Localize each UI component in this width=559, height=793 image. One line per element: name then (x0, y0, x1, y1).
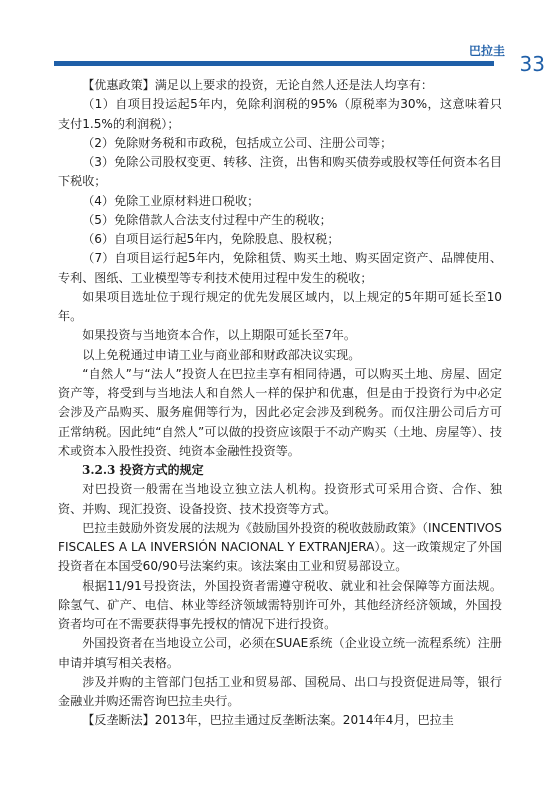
section-title: 3.2.3 投资方式的规定 (82, 463, 204, 477)
paragraph: （5）免除借款人合法支付过程中产生的税收； (82, 212, 332, 227)
paragraph: 【反垄断法】2013年，巴拉圭通过反垄断法案。2014年4月，巴拉圭 (82, 713, 454, 728)
paragraph: 【优惠政策】满足以上要求的投资，无论自然人还是法人均享有： (82, 78, 433, 92)
paragraph: （6）自项目运行起5年内，免除股息、股权税； (82, 232, 340, 246)
paragraph: （3）免除公司股权变更、转移、注资，出售和购买债券或股权等任何资本名目下税收； (58, 155, 502, 189)
header-rule (54, 61, 494, 66)
paragraph: 如果项目选址位于现行规定的优先发展区域内，以上规定的5年期可延长至10年。 (58, 289, 502, 323)
paragraph: 对巴投资一般需在当地设立独立法人机构。投资形式可采用合资、合作、独资、并购、现汇投资、设备投资、技术投资等方式。 (58, 482, 502, 516)
page-number: 33 (519, 52, 545, 76)
paragraph: “自然人”与“法人”投资人在巴拉圭享有相同待遇，可以购买土地、房屋、固定资产等，将受到与当地法人和自然人一样的保护和优惠，但是由于投资行为中必定会涉及产品购买、服务雇佣等行为，因此必定会涉及到税务。而仅注册公司后方可正常纳税。因此纯“自然人”可以做的投资应该限于不动产购买（土地、房屋等）、技术或资本入股性投资、纯资本金融性投资等。 (58, 366, 502, 458)
paragraph: （7）自项目运行起5年内，免除租赁、购买土地、购买固定资产、品牌使用、专利、图纸、工业模型等专利技术使用过程中发生的税收； (58, 251, 502, 285)
paragraph: 外国投资者在当地设立公司，必须在SUAE系统（企业设立统一流程系统）注册申请并填写相关表格。 (58, 636, 502, 670)
paragraph: 根据11/91号投资法，外国投资者需遵守税收、就业和社会保障等方面法规。除氢气、矿产、电信、林业等经济领域需特别许可外，其他经济经济领域，外国投资者均可在不需要获得事先授权的情况下进行投资。 (58, 578, 502, 631)
paragraph: 巴拉圭鼓励外资发展的法规为《鼓励国外投资的税收鼓励政策》（INCENTIVOS FISCALES A LA INVERSIÓN NACIONAL Y EXTRANJERA）。这一政策规定了外国投资者在本国受60/90号法案约束。该法案由工业和贸易部设立。 (58, 520, 502, 574)
header-country-label: 巴拉圭 (468, 44, 505, 58)
paragraph: 如果投资与当地资本合作，以上期限可延长至7年。 (82, 328, 356, 343)
paragraph: （4）免除工业原材料进口税收； (82, 193, 260, 208)
paragraph: （2）免除财务税和市政税，包括成立公司、注册公司等； (82, 135, 393, 150)
paragraph: 涉及并购的主管部门包括工业和贸易部、国税局、出口与投资促进局等，银行金融业并购还需咨询巴拉圭央行。 (58, 674, 502, 708)
paragraph: （1）自项目投运起5年内，免除利润税的95%（原税率为30%，这意味着只支付1.5%的利润税）； (58, 97, 502, 131)
paragraph: 以上免税通过申请工业与商业部和财政部决议实现。 (82, 347, 361, 362)
page-body (58, 76, 502, 731)
